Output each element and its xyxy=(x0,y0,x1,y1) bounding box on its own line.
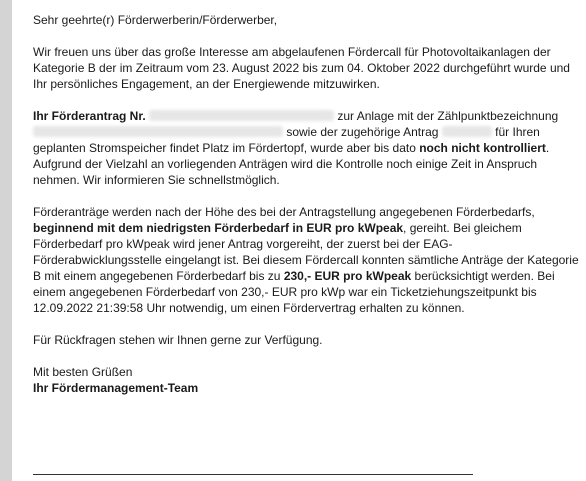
message-content xyxy=(33,12,581,396)
redacted-application-number xyxy=(149,110,334,121)
ranking-emphasis-2: 230,- EUR pro kWpeak xyxy=(283,269,412,283)
redacted-meter-id xyxy=(33,126,283,137)
contact-paragraph: Für Rückfragen stehen wir Ihnen gerne zur Verfügung. xyxy=(33,333,323,347)
ranking-text-3: berücksichtigt werden. Bei einem angegebenen Förderbedarf von 230,- EUR pro kWp war ein Ticketziehungszeitpunkt bis 12.09.2022 21:39:58 Uhr notwendig, um einen Fördervertrag erhalten zu können. xyxy=(33,269,555,315)
redacted-storage-application xyxy=(442,126,492,137)
signature: Ihr Fördermanagement-Team xyxy=(33,381,199,395)
ranking-text-2: , gereiht. Bei gleichem Förderbedarf pro kWpeak wird jener Antrag vorgereiht, der zuerst bei der EAG-Förderabwicklungsstelle eingelangt ist. Bei diesem Fördercall konnten sämtliche Anträge der Kategorie B mit einem angegebenen Förderbedarf bis zu xyxy=(33,221,579,283)
status-text-3: für Ihren geplanten Stromspeicher findet Platz im Fördertopf, wurde aber bis dato xyxy=(33,125,540,155)
ranking-paragraph xyxy=(33,204,581,316)
quote-bar xyxy=(0,0,12,481)
intro-paragraph: Wir freuen uns über das große Interesse am abgelaufenen Fördercall für Photovoltaikanlagen der Kategorie B der im Zeitraum vom 23. August 2022 bis zum 04. Oktober 2022 durchgeführt wurde und Ihr persönliches Engagement, an der Energiewende mitzuwirken. xyxy=(33,45,570,91)
status-text-1: zur Anlage mit der Zählpunktbezeichnung xyxy=(337,109,559,123)
not-checked-emphasis: noch nicht kontrolliert xyxy=(419,141,546,155)
status-text-4: . Aufgrund der Vielzahl an vorliegenden Anträgen wird die Kontrolle noch einige Zeit in Anspruch nehmen. Wir informieren Sie schnellstmöglich. xyxy=(33,141,550,187)
signature-divider xyxy=(33,474,473,475)
status-paragraph xyxy=(33,108,581,188)
ranking-text-1: Förderanträge werden nach der Höhe des bei der Antragstellung angegebenen Förderbedarfs, xyxy=(33,205,535,219)
ranking-emphasis-1: beginnend mit dem niedrigsten Förderbedarf in EUR pro kWpeak xyxy=(33,221,404,235)
status-text-2: sowie der zugehörige Antrag xyxy=(286,125,439,139)
application-number-label: Ihr Förderantrag Nr. xyxy=(33,109,146,123)
closing: Mit besten Grüßen xyxy=(33,365,133,379)
greeting: Sehr geehrte(r) Förderwerberin/Förderwerber, xyxy=(33,13,278,27)
